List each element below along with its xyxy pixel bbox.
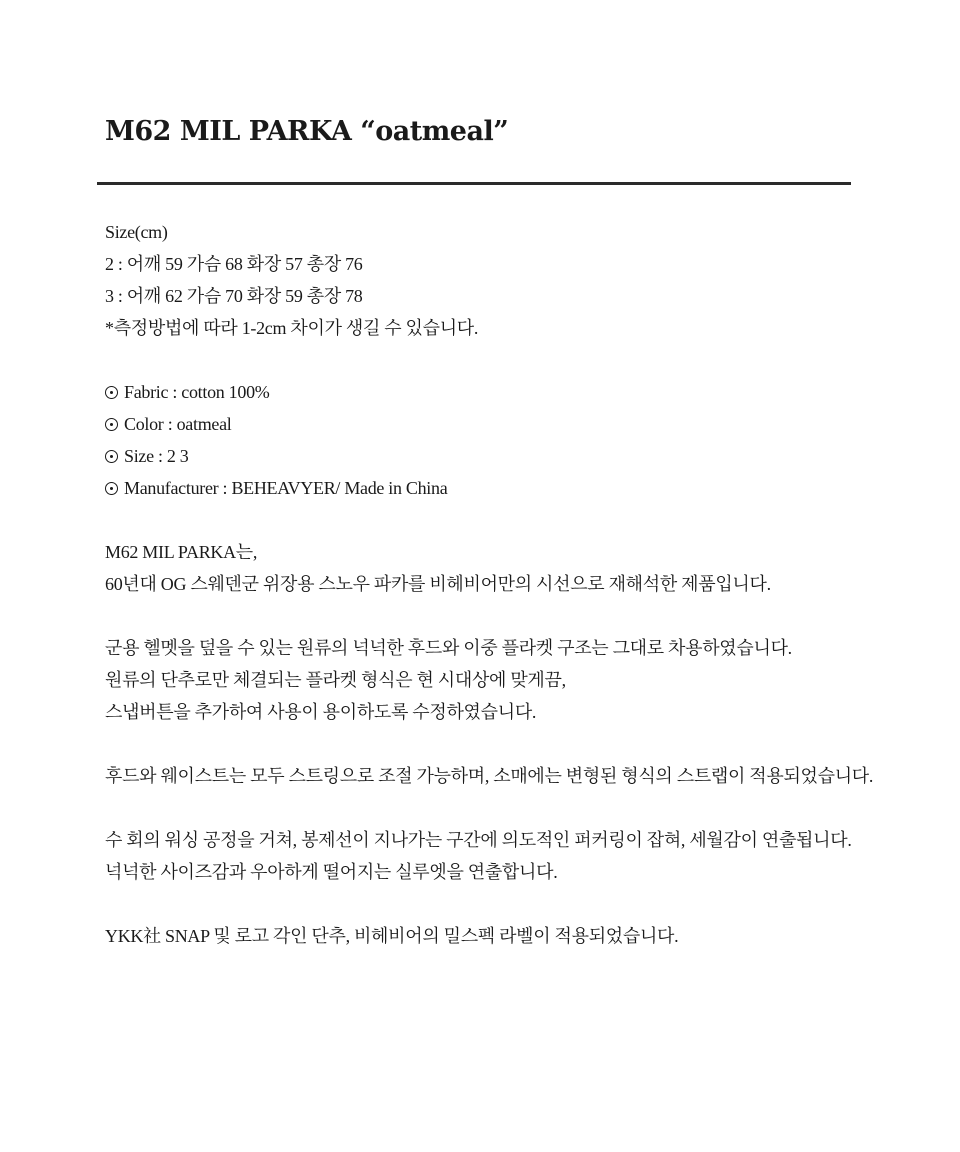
spec-text: Fabric : cotton 100% bbox=[124, 382, 270, 402]
spec-item-fabric bbox=[105, 376, 905, 408]
details-paragraph bbox=[105, 632, 905, 728]
size-row: 2 : 어깨 59 가슴 68 화장 57 총장 76 bbox=[105, 254, 363, 274]
spec-list bbox=[105, 376, 905, 504]
product-title: M62 MIL PARKA “oatmeal” bbox=[105, 116, 509, 147]
circle-dot-icon bbox=[105, 386, 118, 399]
spec-item-size bbox=[105, 440, 905, 472]
paragraph-line: M62 MIL PARKA는, bbox=[105, 542, 258, 562]
circle-dot-icon bbox=[105, 450, 118, 463]
size-note: *측정방법에 따라 1-2cm 차이가 생길 수 있습니다. bbox=[105, 318, 479, 338]
spec-text: Manufacturer : BEHEAVYER/ Made in China bbox=[124, 478, 448, 498]
paragraph-line: 후드와 웨이스트는 모두 스트링으로 조절 가능하며, 소매에는 변형된 형식의 스트랩이 적용되었습니다. bbox=[105, 766, 874, 786]
adjust-paragraph bbox=[105, 760, 905, 792]
paragraph-line: 스냅버튼을 추가하여 사용이 용이하도록 수정하였습니다. bbox=[105, 702, 537, 722]
product-description bbox=[105, 216, 905, 984]
size-heading: Size(cm) bbox=[105, 222, 168, 242]
paragraph-line: 군용 헬멧을 덮을 수 있는 원류의 넉넉한 후드와 이중 플라켓 구조는 그대로 차용하였습니다. bbox=[105, 638, 792, 658]
size-section bbox=[105, 216, 905, 344]
spec-text: Size : 2 3 bbox=[124, 446, 189, 466]
paragraph-line: 수 회의 워싱 공정을 거쳐, 봉제선이 지나가는 구간에 의도적인 퍼커링이 잡혀, 세월감이 연출됩니다. bbox=[105, 830, 852, 850]
paragraph-line: 60년대 OG 스웨덴군 위장용 스노우 파카를 비헤비어만의 시선으로 재해석한 제품입니다. bbox=[105, 574, 771, 594]
spec-text: Color : oatmeal bbox=[124, 414, 232, 434]
spec-item-manufacturer bbox=[105, 472, 905, 504]
size-row: 3 : 어깨 62 가슴 70 화장 59 총장 78 bbox=[105, 286, 363, 306]
spec-item-color bbox=[105, 408, 905, 440]
washing-paragraph bbox=[105, 824, 905, 888]
circle-dot-icon bbox=[105, 418, 118, 431]
intro-paragraph bbox=[105, 536, 905, 600]
circle-dot-icon bbox=[105, 482, 118, 495]
paragraph-line: 원류의 단추로만 체결되는 플라켓 형식은 현 시대상에 맞게끔, bbox=[105, 670, 566, 690]
paragraph-line: YKK社 SNAP 및 로고 각인 단추, 비헤비어의 밀스펙 라벨이 적용되었습니다. bbox=[105, 926, 679, 946]
title-divider bbox=[97, 182, 851, 185]
hardware-paragraph bbox=[105, 920, 905, 952]
paragraph-line: 넉넉한 사이즈감과 우아하게 떨어지는 실루엣을 연출합니다. bbox=[105, 862, 558, 882]
